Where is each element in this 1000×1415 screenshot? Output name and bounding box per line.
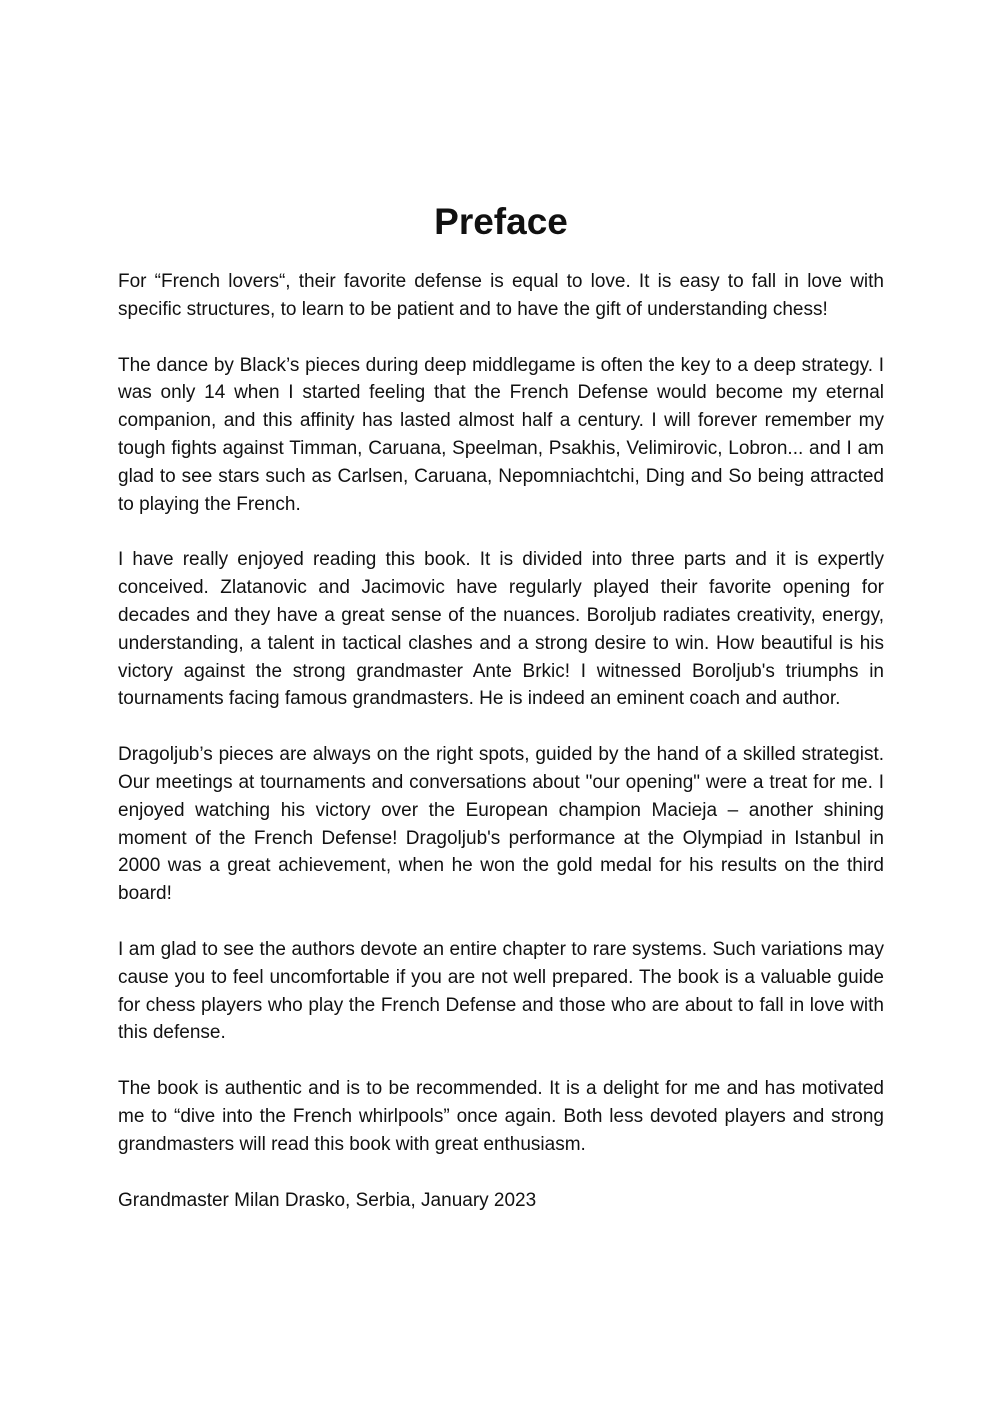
preface-page bbox=[118, 196, 884, 1214]
signature-line: Grandmaster Milan Drasko, Serbia, January 2023 bbox=[118, 1189, 537, 1211]
paragraph-1: For “French lovers“, their favorite defense is equal to love. It is easy to fall in love with specific structures, to learn to be patient and to have the gift of understanding chess! bbox=[118, 271, 884, 320]
paragraph-5: I am glad to see the authors devote an entire chapter to rare systems. Such variations may cause you to feel uncomfortable if you are not well prepared. The book is a valuable guide for chess players who play the French Defense and those who are about to fall in love with this defense. bbox=[118, 938, 884, 1044]
paragraph-3: I have really enjoyed reading this book. It is divided into three parts and it is expertly conceived. Zlatanovic and Jacimovic have regularly played their favorite opening for decades and they have a great sense of the nuances. Boroljub radiates creativity, energy, understanding, a talent in tactical clashes and a strong desire to win. How beautiful is his victory against the strong grandmaster Ante Brkic! I witnessed Boroljub's triumphs in tournaments facing famous grandmasters. He is indeed an eminent coach and author. bbox=[118, 549, 884, 710]
page-title: Preface bbox=[434, 201, 568, 242]
paragraph-2: The dance by Black’s pieces during deep middlegame is often the key to a deep strategy. I was only 14 when I started feeling that the French Defense would become my eternal companion, and this affinity has lasted almost half a century. I will forever remember my tough fights against Timman, Caruana, Speelman, Psakhis, Velimirovic, Lobron... and I am glad to see stars such as Carlsen, Caruana, Nepomniachtchi, Ding and So being attracted to playing the French. bbox=[118, 354, 884, 515]
paragraph-6: The book is authentic and is to be recommended. It is a delight for me and has motivated me to “dive into the French whirlpools” once again. Both less devoted players and strong grandmasters will read this book with great enthusiasm. bbox=[118, 1078, 884, 1155]
paragraph-4: Dragoljub’s pieces are always on the right spots, guided by the hand of a skilled strategist. Our meetings at tournaments and conversations about "our opening" were a treat for me. I enjoyed watching his victory over the European champion Macieja – another shining moment of the French Defense! Dragoljub's performance at the Olympiad in Istanbul in 2000 was a great achievement, when he won the gold medal for his results on the third board! bbox=[118, 744, 884, 905]
